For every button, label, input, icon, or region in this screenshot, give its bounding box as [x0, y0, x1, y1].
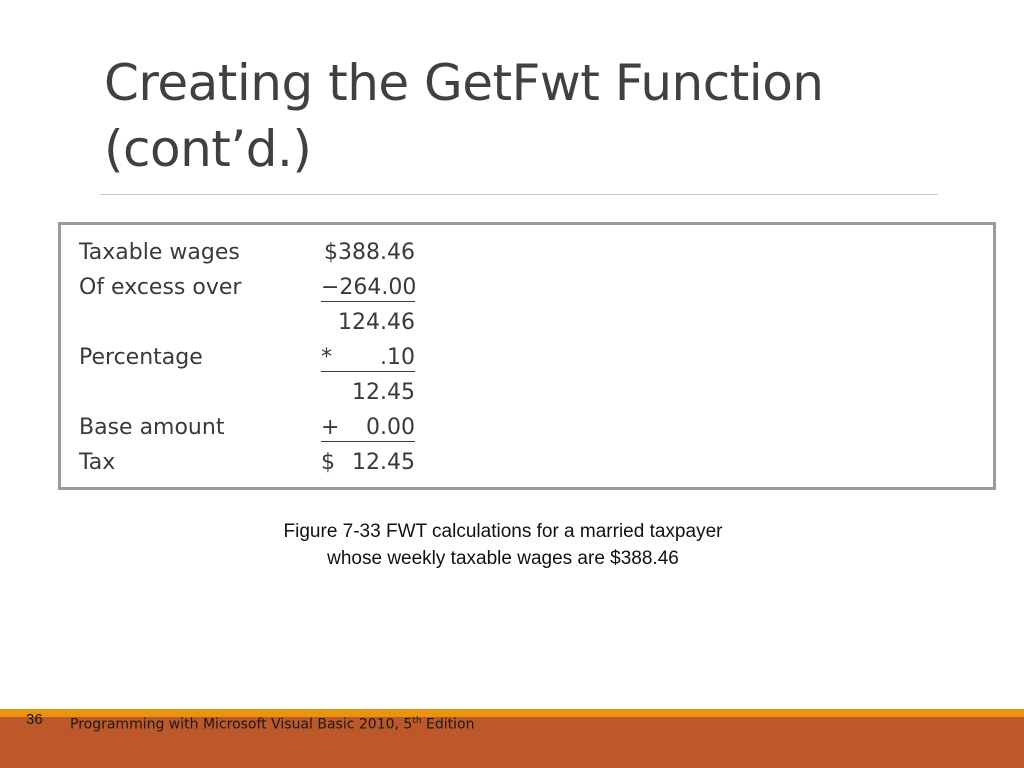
figure-7-33-box [58, 222, 996, 490]
calc-row-operator: * [321, 344, 332, 370]
calc-row-value-cell [321, 274, 415, 302]
calc-row [79, 410, 415, 445]
calc-row-value: 124.46 [338, 310, 415, 335]
calc-row-label: Percentage [79, 345, 203, 370]
calc-row-label [79, 305, 321, 340]
slide-title-line-1: Creating the GetFwt Function [104, 54, 824, 112]
title-divider [100, 194, 938, 195]
calc-row-value-cell [321, 344, 415, 372]
calc-row-value: −264.00 [321, 274, 417, 300]
slide-number: 36 [26, 711, 43, 728]
calc-row [79, 340, 415, 375]
footer-course-title [70, 716, 474, 733]
calc-row-value-cell [321, 449, 415, 476]
calc-row-operator: $ [321, 450, 335, 475]
fwt-calculation-table [79, 235, 415, 480]
footer-text-tail: Edition [421, 716, 475, 733]
footer-text-superscript: th [412, 716, 422, 726]
calc-row-label [79, 375, 321, 410]
calc-row-value: .10 [380, 344, 415, 370]
figure-caption [0, 518, 1006, 572]
calc-row-value: 12.45 [352, 380, 415, 405]
calc-row-label: Taxable wages [79, 240, 240, 265]
calc-row-label: Tax [79, 450, 116, 475]
figure-caption-line-1: Figure 7-33 FWT calculations for a married taxpayer [283, 521, 723, 542]
calc-row-value: 12.45 [352, 450, 415, 475]
calc-row [79, 445, 415, 480]
calc-row-value-cell [321, 414, 415, 442]
calc-row-value: 0.00 [366, 414, 415, 440]
calc-row-operator: + [321, 414, 340, 440]
calc-row-label: Of excess over [79, 275, 242, 300]
footer-text-main: Programming with Microsoft Visual Basic 2010, 5 [70, 716, 413, 733]
calc-row [79, 270, 415, 305]
calc-row-value-cell [321, 379, 415, 406]
calc-row-value-cell [321, 309, 415, 336]
calc-row [79, 235, 415, 270]
calc-row-value: $388.46 [324, 240, 415, 265]
calc-row [79, 305, 415, 340]
calc-row [79, 375, 415, 410]
slide-title-line-2: (cont’d.) [104, 120, 312, 178]
calc-row-label: Base amount [79, 415, 225, 440]
figure-caption-line-2: whose weekly taxable wages are $388.46 [327, 548, 679, 569]
calc-row-value-cell [321, 239, 415, 266]
slide-title [104, 50, 944, 182]
